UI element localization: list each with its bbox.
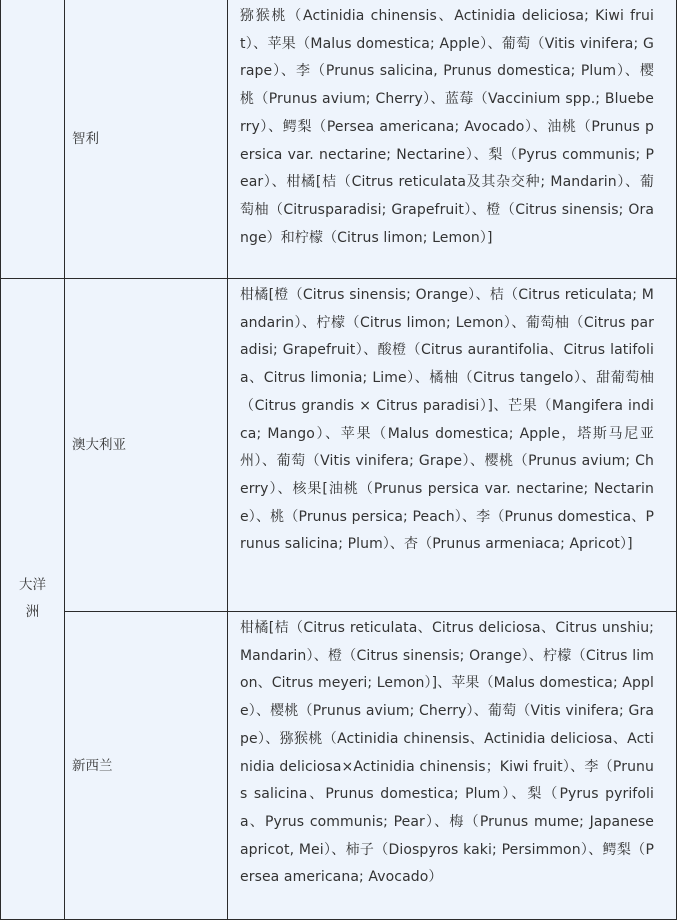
region-cell-oceania — [0, 279, 65, 920]
fruit-list-australia: 柑橘[橙（Citrus sinensis; Orange）、桔（Citrus reticulata; Mandarin）、柠檬（Citrus limon; Lemon）、葡萄柚（Citrus paradisi; Grapefruit）、酸橙（Citrus aurantifolia、Citrus latifolia、Citrus limonia; Lime）、橘柚（Citrus tangelo）、甜葡萄柚（Citrus grandis × Citrus paradisi）]、芒果（Mangifera indica; Mango）、苹果（Malus domestica; Apple，塔斯马尼亚州）、葡萄（Vitis vinifera; Grape）、樱桃（Prunus avium; Cherry）、核果[油桃（Prunus persica var. nectarine; Nectarine）、桃（Prunus persica; Peach）、李（Prunus domestica、Prunus salicina; Plum）、杏（Prunus armeniaca; Apricot）] — [240, 287, 654, 553]
region-cell-south-america — [0, 0, 65, 279]
region-label-oceania: 大洋洲 — [19, 577, 46, 620]
fruit-list-chile: 猕猴桃（Actinidia chinensis、Actinidia deliciosa; Kiwi fruit）、苹果（Malus domestica; Apple）、葡萄（Vitis vinifera; Grape）、李（Prunus salicina, Prunus domestica; Plum）、樱桃（Prunus avium; Cherry）、蓝莓（Vaccinium spp.; Blueberry）、鳄梨（Persea americana; Avocado）、油桃（Prunus persica var. nectarine; Nectarine）、梨（Pyrus communis; Pear）、柑橘[桔（Citrus reticulata及其杂交种; Mandarin）、葡萄柚（Citrusparadisi; Grapefruit）、橙（Citrus sinensis; Orange）和柠檬（Citrus limon; Lemon）] — [240, 8, 654, 246]
country-cell-chile — [65, 0, 228, 279]
country-cell-australia — [65, 279, 228, 612]
content-cell-chile — [228, 0, 677, 279]
country-label-australia: 澳大利亚 — [72, 437, 126, 453]
country-label-new-zealand: 新西兰 — [72, 757, 113, 774]
content-cell-new-zealand — [228, 612, 677, 920]
country-cell-new-zealand — [65, 612, 228, 920]
fruit-list-new-zealand: 柑橘[桔（Citrus reticulata、Citrus deliciosa、Citrus unshiu; Mandarin）、橙（Citrus sinensis; Orange）、柠檬（Citrus limon、Citrus meyeri; Lemon）]、苹果（Malus domestica; Apple）、樱桃（Prunus avium; Cherry）、葡萄（Vitis vinifera; Grape）、猕猴桃（Actinidia chinensis、Actinidia deliciosa、Actinidia deliciosa×Actinidia chinensis；Kiwi fruit）、李（Prunus salicina、Prunus domestica; Plum）、梨（Pyrus pyrifolia、Pyrus communis; Pear）、梅（Prunus mume; Japanese apricot, Mei）、柿子（Diospyros kaki; Persimmon）、鳄梨（Persea americana; Avocado） — [240, 620, 654, 886]
country-label-chile: 智利 — [72, 131, 99, 147]
content-cell-australia — [228, 279, 677, 612]
